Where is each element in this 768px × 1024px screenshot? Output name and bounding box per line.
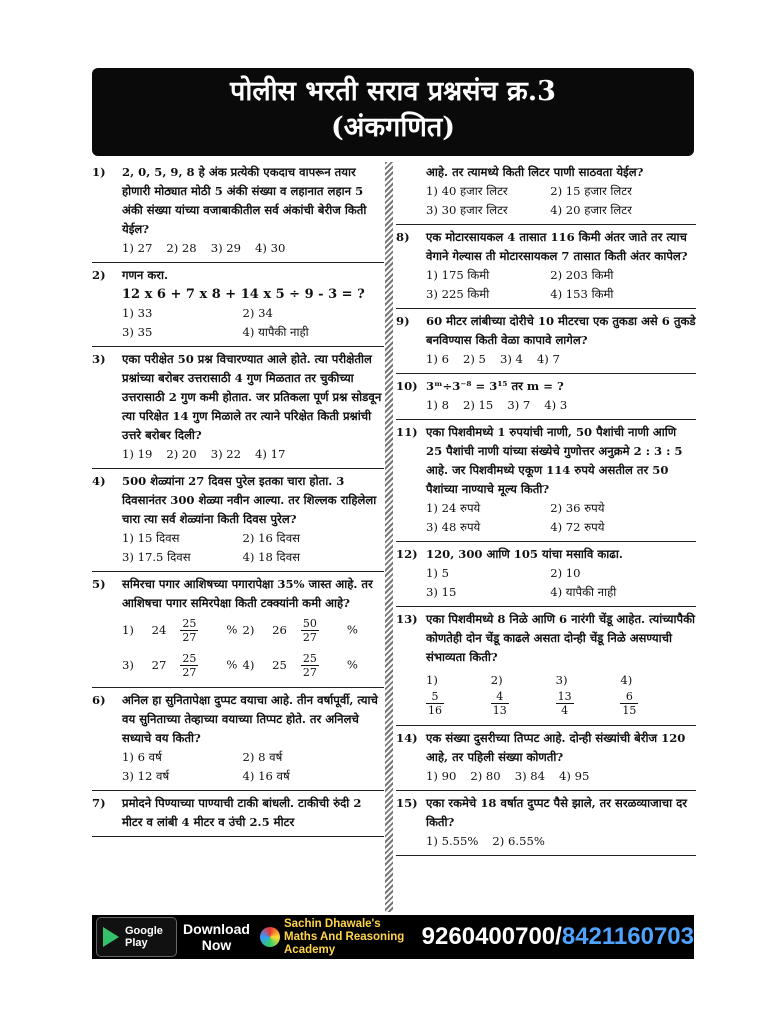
option[interactable]: 4) 17 bbox=[255, 447, 286, 461]
option[interactable]: 4) 16 वर्ष bbox=[242, 769, 290, 783]
question-item bbox=[396, 607, 696, 726]
option-label: 3) bbox=[122, 657, 134, 672]
option[interactable]: 4) 95 bbox=[559, 769, 590, 783]
options bbox=[426, 564, 696, 602]
option-whole: 27 bbox=[151, 657, 167, 672]
question-text: आहे. तर त्यामध्ये किती लिटर पाणी साठवता येईल? bbox=[426, 165, 644, 179]
option[interactable]: 2) 34 bbox=[242, 306, 273, 320]
option[interactable] bbox=[620, 671, 685, 717]
option[interactable]: 3) 35 bbox=[122, 325, 153, 339]
question-text: 2, 0, 5, 9, 8 हे अंक प्रत्येकी एकदाच वापरून तयार होणारी मोठ्यात मोठी 5 अंकी संख्या व लहानात लहान 5 अंकी संख्या यांच्या वजाबाकीतील सर्व अंकांची बेरीज किती येईल? bbox=[122, 165, 367, 236]
phone-numbers bbox=[422, 923, 694, 951]
option[interactable]: 4) 25 $\frac{25}{27}$ % bbox=[242, 652, 358, 679]
question-number: 6) bbox=[92, 693, 106, 707]
page-subtitle: (अंकगणित) bbox=[330, 112, 456, 143]
question-item bbox=[396, 791, 696, 856]
option-whole: 26 bbox=[272, 622, 287, 637]
option[interactable]: 4) 153 किमी bbox=[550, 287, 614, 301]
option[interactable]: 2) 36 रुपये bbox=[550, 501, 605, 515]
options bbox=[426, 350, 696, 369]
question-number: 2) bbox=[92, 268, 106, 282]
option[interactable]: 2) 26 $\frac{50}{27}$ % bbox=[242, 617, 358, 644]
question-text: 120, 300 आणि 105 यांचा मसावि काढा. bbox=[426, 547, 623, 561]
options bbox=[426, 499, 696, 537]
option[interactable]: 3) 225 किमी bbox=[426, 287, 490, 301]
question-item bbox=[92, 160, 384, 263]
numerator: 4 bbox=[491, 690, 509, 704]
option[interactable]: 3) 17.5 दिवस bbox=[122, 550, 191, 564]
question-number: 8) bbox=[396, 230, 410, 244]
phone-number-1: 9260400700/ bbox=[421, 923, 562, 950]
question-text: 500 शेळ्यांना 27 दिवस पुरेल इतका चारा होता. 3 दिवसानंतर 300 शेळ्या नवीन आल्या. तर शिल्लक राहिलेला चारा त्या सर्व शेळ्यांना किती दिवस पुरेल? bbox=[122, 474, 377, 526]
question-item bbox=[92, 263, 384, 347]
question-number: 3) bbox=[92, 352, 106, 366]
option[interactable]: 2) 8 वर्ष bbox=[242, 750, 283, 764]
question-text: एक मोटारसायकल 4 तासात 116 किमी अंतर जाते तर त्याच वेगाने गेल्यास ती मोटारसायकल 7 तासात किती अंतर कापेल? bbox=[426, 230, 688, 263]
question-text: प्रमोदने पिण्याच्या पाण्याची टाकी बांधली. टाकीची रुंदी 2 मीटर व लांबी 4 मीटर व उंची 2.5 मीटर bbox=[122, 796, 362, 829]
options bbox=[426, 396, 696, 415]
option-label: 2) bbox=[490, 673, 503, 687]
question-text: 3ᵐ÷3⁻⁸ = 3¹⁵ तर m = ? bbox=[426, 379, 564, 393]
question-number: 7) bbox=[92, 796, 106, 810]
academy-logo-icon bbox=[260, 927, 280, 947]
option[interactable]: 2) 6.55% bbox=[492, 834, 545, 848]
right-column bbox=[396, 160, 696, 856]
option[interactable]: 2) 203 किमी bbox=[550, 268, 614, 282]
options bbox=[122, 748, 384, 786]
option[interactable]: 1) 5 bbox=[426, 566, 449, 580]
options bbox=[122, 445, 384, 464]
question-item bbox=[92, 347, 384, 469]
options bbox=[426, 182, 696, 220]
option[interactable]: 3) 15 bbox=[426, 585, 457, 599]
option-whole: 24 bbox=[151, 622, 167, 637]
option[interactable]: 4) 18 दिवस bbox=[242, 550, 300, 564]
option[interactable]: 2) 15 bbox=[462, 398, 494, 412]
fraction-options bbox=[426, 667, 696, 721]
question-text: एक संख्या दुसरीच्या तिप्पट आहे. दोन्ही संख्यांची बेरीज 120 आहे, तर पहिली संख्या कोणती? bbox=[426, 731, 686, 764]
denominator: 27 bbox=[302, 666, 317, 679]
numerator: 25 bbox=[182, 617, 197, 630]
fraction bbox=[301, 652, 333, 679]
question-item bbox=[92, 469, 384, 572]
question-number bbox=[396, 163, 426, 220]
option-label: 4) bbox=[620, 673, 633, 687]
question-text: समिरचा पगार आशिषच्या पगारापेक्षा 35% जास्त आहे. तर आशिषचा पगार समिरपेक्षा किती टक्क्यांनी कमी आहे? bbox=[122, 577, 373, 610]
option[interactable]: 2) 28 bbox=[166, 241, 197, 255]
fraction bbox=[556, 690, 588, 717]
fraction bbox=[180, 617, 212, 644]
question-text: अनिल हा सुनितापेक्षा दुप्पट वयाचा आहे. तीन वर्षापूर्वी, त्याचे वय सुनिताच्या तेव्हाच्या वयाच्या तिप्पट होते. तर अनिलचे सध्याचे वय किती? bbox=[122, 693, 378, 745]
question-item bbox=[396, 542, 696, 607]
option[interactable]: 3) 22 bbox=[210, 447, 242, 461]
denominator: 15 bbox=[622, 704, 637, 717]
question-item bbox=[396, 420, 696, 542]
option[interactable]: 1) 90 bbox=[426, 769, 457, 783]
denominator: 27 bbox=[302, 631, 317, 644]
denominator: 4 bbox=[561, 704, 569, 717]
numerator: 25 bbox=[302, 652, 317, 665]
options bbox=[122, 529, 384, 567]
option[interactable]: 2) 15 हजार लिटर bbox=[550, 184, 632, 198]
fraction bbox=[301, 617, 333, 644]
option[interactable]: 1) 8 bbox=[426, 398, 449, 412]
option-label: 3) bbox=[555, 673, 568, 687]
option[interactable]: 1) 27 bbox=[122, 241, 153, 255]
play-store-icon bbox=[103, 927, 119, 947]
question-text: एका पिशवीमध्ये 8 निळे आणि 6 नारंगी चेंडू आहेत. त्यांच्यापैकी कोणतेही दोन चेंडू काढले असता दोन्ही चेंडू निळे असण्याची संभाव्यता किती? bbox=[426, 612, 696, 664]
question-item bbox=[92, 572, 384, 688]
option-whole: 25 bbox=[272, 657, 287, 672]
option[interactable]: 3) 4 bbox=[499, 352, 523, 366]
option[interactable]: 3) 12 वर्ष bbox=[122, 769, 170, 783]
option[interactable] bbox=[426, 671, 491, 717]
question-number: 9) bbox=[396, 314, 410, 328]
question-number: 10) bbox=[396, 379, 418, 393]
options bbox=[426, 767, 696, 786]
question-item bbox=[92, 791, 384, 837]
option[interactable] bbox=[491, 671, 556, 717]
option-label: 2) bbox=[242, 622, 255, 637]
question-item bbox=[396, 374, 696, 420]
academy-name: Sachin Dhawale's Maths And Reasoning Academy bbox=[284, 917, 405, 956]
option[interactable]: 2) 80 bbox=[470, 769, 501, 783]
option[interactable]: 4) 20 हजार लिटर bbox=[550, 203, 632, 217]
numerator: 6 bbox=[620, 690, 638, 704]
option[interactable]: 4) यापैकी नाही bbox=[550, 585, 617, 599]
option-label: 1) bbox=[426, 673, 438, 687]
option[interactable]: 3) 29 bbox=[210, 241, 242, 255]
options bbox=[122, 304, 384, 342]
question-number: 4) bbox=[92, 474, 106, 488]
option-label: 4) bbox=[242, 657, 255, 672]
denominator: 27 bbox=[182, 631, 197, 644]
option[interactable]: 4) यापैकी नाही bbox=[242, 325, 309, 339]
page-title: पोलीस भरती सराव प्रश्नसंच क्र.3 bbox=[230, 76, 556, 107]
page-header bbox=[92, 68, 694, 156]
option[interactable]: 3) 84 bbox=[514, 769, 546, 783]
fraction-options bbox=[122, 613, 384, 683]
denominator: 27 bbox=[182, 666, 197, 679]
option[interactable]: 4) 72 रुपये bbox=[550, 520, 605, 534]
question-number: 15) bbox=[396, 796, 418, 810]
question-item bbox=[396, 309, 696, 374]
option[interactable]: 2) 20 bbox=[166, 447, 197, 461]
question-number: 13) bbox=[396, 612, 418, 626]
option[interactable]: 1) 33 bbox=[122, 306, 153, 320]
option[interactable]: 1) 6 bbox=[426, 352, 449, 366]
option[interactable]: 3) 7 bbox=[507, 398, 531, 412]
fraction bbox=[426, 690, 458, 717]
question-number: 5) bbox=[92, 577, 106, 591]
question-text: एका पिशवीमध्ये 1 रुपयांची नाणी, 50 पैशांची नाणी आणि 25 पैशांची नाणी यांच्या संख्येचे गुणोत्तर अनुक्रमे 2 : 3 : 5 आहे. जर पिशवीमध्ये एकूण 114 रुपये असतील तर 50 पैशांच्या नाण्याचे मूल्य किती? bbox=[426, 425, 683, 496]
question-text: 60 मीटर लांबीच्या दोरीचे 10 मीटरचा एक तुकडा असे 6 तुकडे बनविण्यास किती वेळा कापावे लागेल? bbox=[426, 314, 696, 347]
option[interactable]: 2) 5 bbox=[462, 352, 486, 366]
phone-number-2: 8421160703 bbox=[561, 923, 694, 950]
question-text: गणन करा. bbox=[122, 268, 169, 282]
option[interactable]: 2) 16 दिवस bbox=[242, 531, 300, 545]
download-now-text: Download Now bbox=[183, 921, 250, 953]
option[interactable] bbox=[556, 671, 621, 717]
option[interactable]: 1) 175 किमी bbox=[426, 268, 490, 282]
fraction bbox=[180, 652, 212, 679]
question-number: 1) bbox=[92, 165, 106, 179]
question-item bbox=[396, 726, 696, 791]
option[interactable]: 4) 30 bbox=[255, 241, 286, 255]
option[interactable]: 4) 3 bbox=[544, 398, 568, 412]
question-item bbox=[92, 688, 384, 791]
option[interactable]: 3) 30 हजार लिटर bbox=[426, 203, 508, 217]
question-item bbox=[396, 225, 696, 309]
numerator: 25 bbox=[182, 652, 197, 665]
question-number: 14) bbox=[396, 731, 418, 745]
question-expression: 12 x 6 + 7 x 8 + 14 x 5 ÷ 9 - 3 = ? bbox=[122, 287, 365, 302]
options bbox=[122, 239, 384, 258]
column-divider bbox=[385, 162, 393, 912]
numerator: 13 bbox=[557, 690, 572, 703]
option[interactable]: 2) 10 bbox=[550, 566, 581, 580]
option[interactable]: 3) 48 रुपये bbox=[426, 520, 481, 534]
google-play-badge[interactable] bbox=[96, 917, 177, 957]
numerator: 50 bbox=[302, 617, 317, 630]
denominator: 13 bbox=[492, 704, 507, 717]
option[interactable]: 4) 7 bbox=[536, 352, 560, 366]
fraction bbox=[620, 690, 652, 717]
left-column bbox=[92, 160, 384, 837]
question-number: 12) bbox=[396, 547, 418, 561]
option[interactable]: 3) 27 $\frac{25}{27}$ % bbox=[122, 652, 238, 679]
footer-banner bbox=[92, 915, 694, 959]
option[interactable]: 1) 6 वर्ष bbox=[122, 750, 162, 764]
question-text: एका परीक्षेत 50 प्रश्न विचारण्यात आले होते. त्या परीक्षेतील प्रश्नांच्या बरोबर उत्तरासाठी 4 गुण मिळतात तर चुकीच्या उत्तरासाठी 2 गुण कमी होतात. जर प्रतिकला पूर्ण प्रश्न सोडवून त्या परिक्षेत 14 गुण मिळाले तर त्याने परिक्षेत किती प्रश्नांची उत्तरे बरोबर दिली? bbox=[122, 352, 382, 442]
options bbox=[426, 832, 696, 851]
question-text: एका रकमेचे 18 वर्षात दुप्पट पैसे झाले, तर सरळव्याजाचा दर किती? bbox=[426, 796, 688, 829]
option[interactable]: 1) 24 $\frac{25}{27}$ % bbox=[122, 617, 238, 644]
denominator: 16 bbox=[428, 704, 442, 717]
option[interactable]: 1) 5.55% bbox=[426, 834, 479, 848]
options bbox=[426, 266, 696, 304]
option[interactable]: 1) 15 दिवस bbox=[122, 531, 180, 545]
option[interactable]: 1) 19 bbox=[122, 447, 153, 461]
option[interactable]: 1) 24 रुपये bbox=[426, 501, 481, 515]
fraction bbox=[491, 690, 523, 717]
option-label: 1) bbox=[122, 622, 134, 637]
option[interactable]: 1) 40 हजार लिटर bbox=[426, 184, 508, 198]
numerator: 5 bbox=[426, 690, 444, 704]
question-item bbox=[396, 160, 696, 225]
store-label: Google Play bbox=[125, 925, 163, 949]
question-number: 11) bbox=[396, 425, 418, 439]
